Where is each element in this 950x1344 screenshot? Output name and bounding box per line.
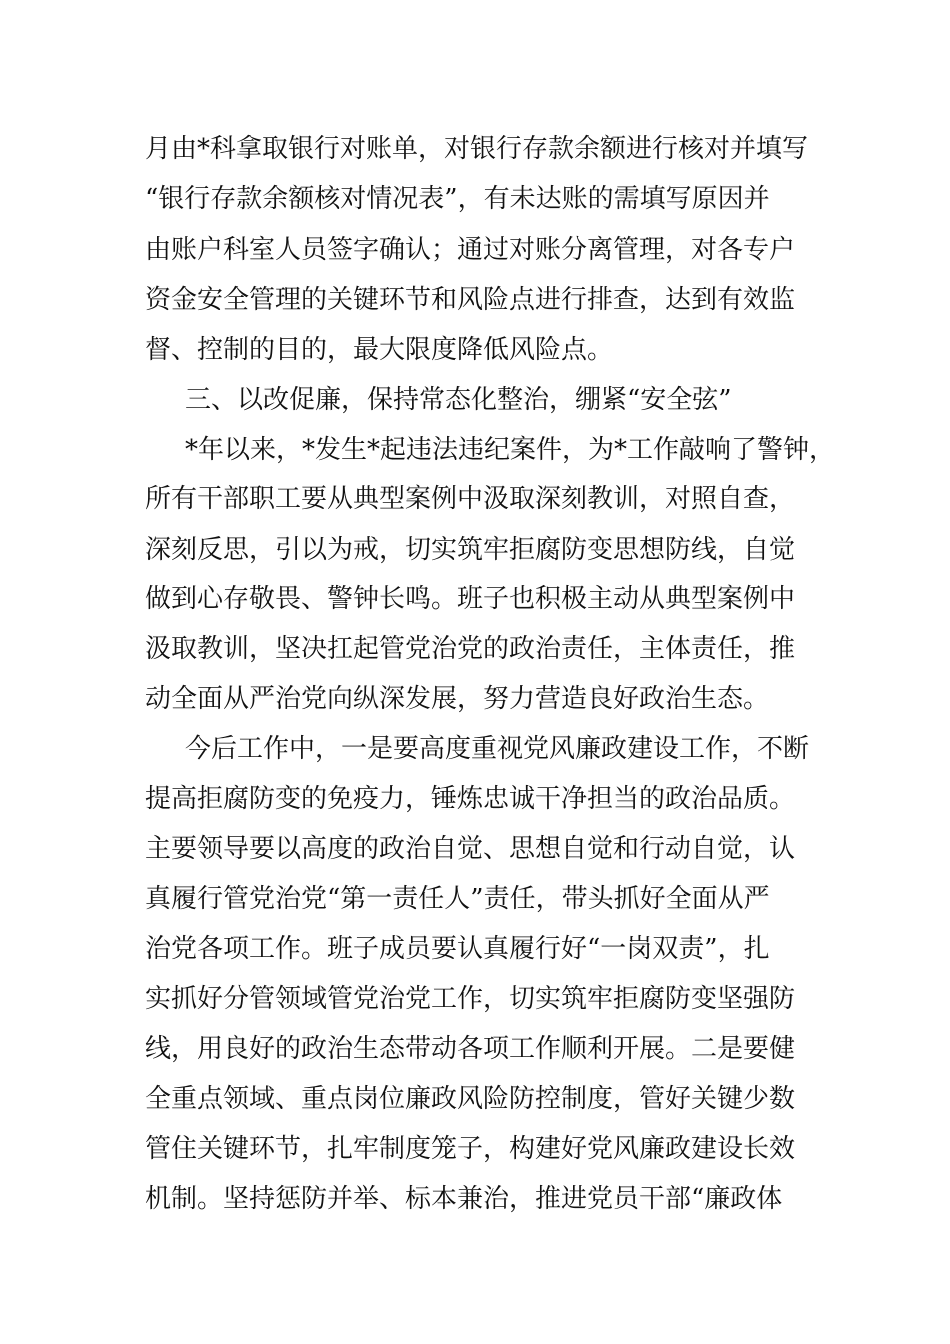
text-line: 资金安全管理的关键环节和风险点进行排查，达到有效监	[145, 285, 796, 315]
text-line: 机制。坚持惩防并举、标本兼治，推进党员干部“廉政体	[145, 1184, 783, 1214]
text-line: 做到心存敬畏、警钟长鸣。班子也积极主动从典型案例中	[145, 584, 796, 614]
text-line: 提高拒腐防变的免疫力，锤炼忠诚干净担当的政治品质。	[145, 784, 796, 814]
text-line: 督、控制的目的，最大限度降低风险点。	[145, 335, 614, 365]
text-line: 主要领导要以高度的政治自觉、思想自觉和行动自觉，认	[145, 834, 796, 864]
text-line: 动全面从严治党向纵深发展，努力营造良好政治生态。	[145, 684, 770, 714]
text-line: 真履行管党治党“第一责任人”责任，带头抓好全面从严	[145, 884, 770, 914]
section-heading: 三、以改促廉，保持常态化整治，绷紧“安全弦”	[185, 385, 732, 415]
text-line: 汲取教训，坚决扛起管党治党的政治责任，主体责任，推	[145, 634, 796, 664]
text-line: 所有干部职工要从典型案例中汲取深刻教训，对照自查，	[145, 484, 796, 514]
text-line: 治党各项工作。班子成员要认真履行好“一岗双责”，扎	[145, 934, 770, 964]
text-line: 月由*科拿取银行对账单，对银行存款余额进行核对并填写	[145, 134, 809, 164]
text-line: *年以来，*发生*起违法违纪案件，为*工作敲响了警钟，	[185, 435, 836, 465]
text-line: “银行存款余额核对情况表”，有未达账的需填写原因并	[145, 184, 770, 214]
text-line: 深刻反思，引以为戒，切实筑牢拒腐防变思想防线，自觉	[145, 535, 796, 565]
text-line: 管住关键环节，扎牢制度笼子，构建好党风廉政建设长效	[145, 1134, 796, 1164]
text-line: 今后工作中，一是要高度重视党风廉政建设工作，不断	[185, 734, 810, 764]
text-line: 全重点领域、重点岗位廉政风险防控制度，管好关键少数	[145, 1084, 796, 1114]
text-line: 实抓好分管领域管党治党工作，切实筑牢拒腐防变坚强防	[145, 984, 796, 1014]
text-line: 线，用良好的政治生态带动各项工作顺利开展。二是要健	[145, 1034, 796, 1064]
text-line: 由账户科室人员签字确认；通过对账分离管理，对各专户	[145, 235, 796, 265]
